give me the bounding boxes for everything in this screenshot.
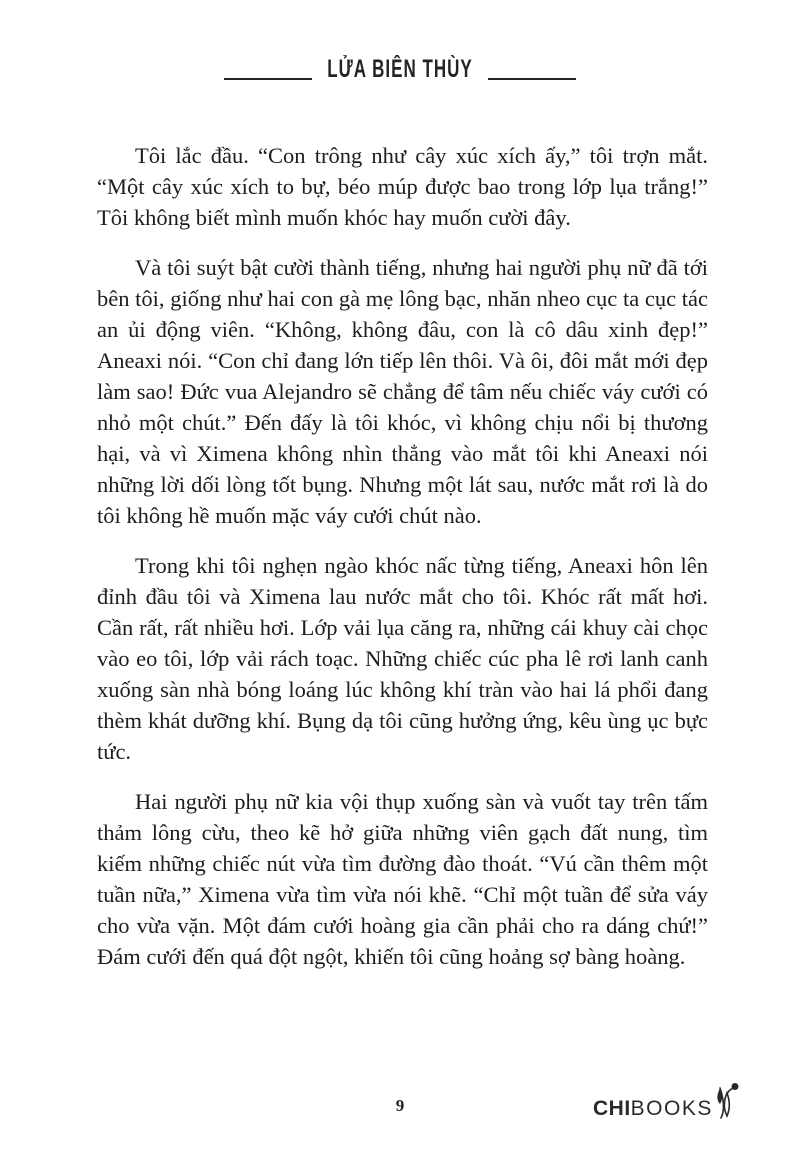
book-title: LỬA BIÊN THÙY [327, 55, 473, 83]
header-rule-right [488, 78, 576, 80]
paragraph-4: Hai người phụ nữ kia vội thụp xuống sàn và vuốt tay trên tấm thảm lông cừu, theo kẽ hở giữa những viên gạch đất nung, tìm kiếm những chiếc nút vừa tìm đường đào thoát. “Vú cần thêm một tuần nữa,” Ximena vừa tìm vừa nói khẽ. “Chỉ một tuần để sửa váy cho vừa vặn. Một đám cưới hoàng gia cần phải cho ra dáng chứ!” Đám cưới đến quá đột ngột, khiến tôi cũng hoảng sợ bàng hoàng. [97, 789, 708, 969]
header-rule-left [224, 78, 312, 80]
page-number: 9 [395, 1096, 405, 1115]
sprout-icon [711, 1082, 741, 1125]
paragraph-3: Trong khi tôi nghẹn ngào khóc nấc từng tiếng, Aneaxi hôn lên đỉnh đầu tôi và Ximena lau nước mắt cho tôi. Khóc rất mất hơi. Cần rất, rất nhiều hơi. Lớp vải lụa căng ra, những cái khuy cài chọc vào eo tôi, lớp vải rách toạc. Những chiếc cúc pha lê rơi lanh canh xuống sàn nhà bóng loáng lúc không khí tràn vào hai lá phổi đang thèm khát dưỡng khí. Bụng dạ tôi cũng hưởng ứng, kêu ùng ục bực tức. [97, 553, 708, 764]
logo-text-chi: CHI [593, 1096, 631, 1120]
running-header [0, 55, 800, 84]
publisher-logo [593, 1092, 741, 1125]
paragraph-2: Và tôi suýt bật cười thành tiếng, nhưng hai người phụ nữ đã tới bên tôi, giống như hai con gà mẹ lông bạc, nhăn nheo cục ta cục tác an ủi động viên. “Không, không đâu, con là cô dâu xinh đẹp!” Aneaxi nói. “Con chỉ đang lớn tiếp lên thôi. Và ôi, đôi mắt mới đẹp làm sao! Đức vua Alejandro sẽ chẳng để tâm nếu chiếc váy cưới có nhỏ một chút.” Đến đấy là tôi khóc, vì không chịu nổi bị thương hại, và vì Ximena không nhìn thẳng vào mắt tôi khi Aneaxi nói những lời dối lòng tốt bụng. Nhưng một lát sau, nước mắt rơi là do tôi không hề muốn mặc váy cưới chút nào. [97, 255, 708, 528]
page-body [97, 140, 708, 991]
paragraph-1: Tôi lắc đầu. “Con trông như cây xúc xích ấy,” tôi trợn mắt. “Một cây xúc xích to bự, béo múp được bao trong lớp lụa trắng!” Tôi không biết mình muốn khóc hay muốn cười đây. [97, 143, 708, 230]
logo-text-books: BOOKS [630, 1096, 713, 1120]
